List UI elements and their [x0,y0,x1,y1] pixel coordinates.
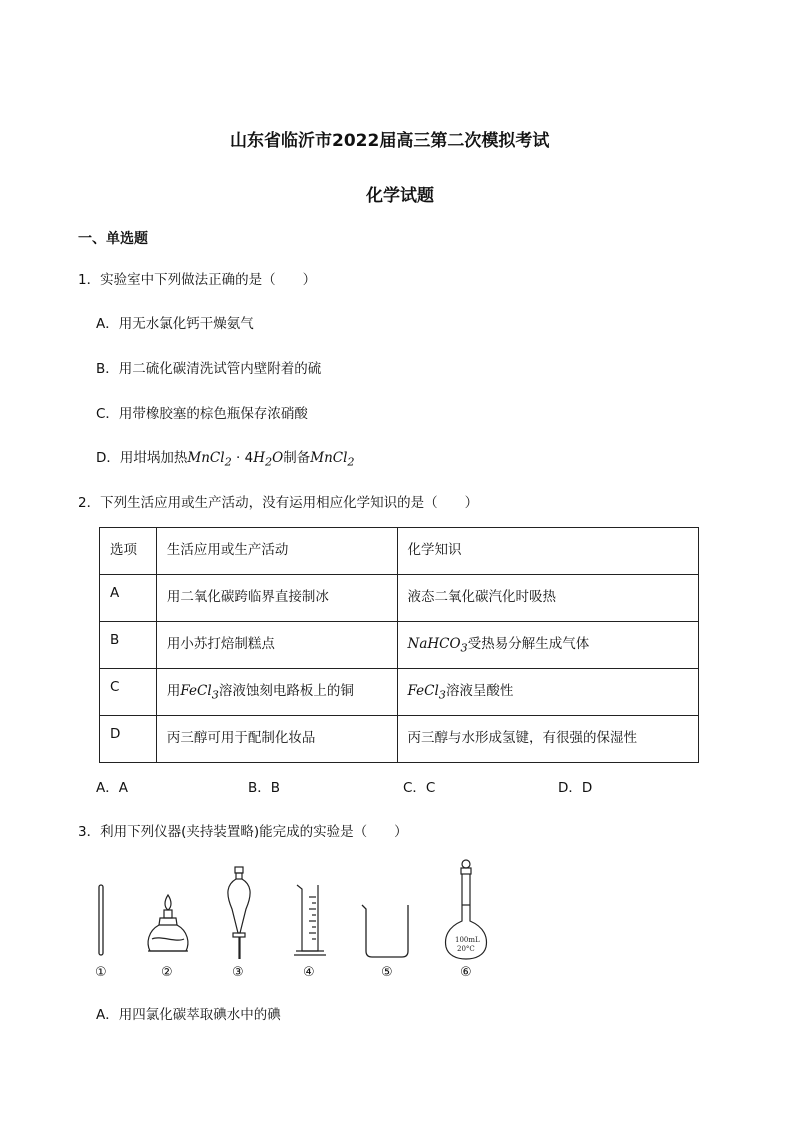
q1-option-c: C．用带橡胶塞的棕色瓶保存浓硝酸 [96,406,308,422]
table-cell: A [100,575,157,622]
formula-nahco3: NaHCO [407,636,461,652]
table-cell: B [100,622,157,669]
sub: 3 [211,688,219,702]
graduated-cylinder-icon [294,885,326,955]
sub: 2 [347,455,355,469]
header-cell: 选项 [100,528,157,575]
dot: · 4 [231,450,254,466]
flask-temp-label: 20°C [457,945,475,953]
q2-choice-d: D．D [558,780,593,796]
glass-rod-icon [99,885,103,955]
q1-option-a: A．用无水氯化钙干燥氨气 [96,316,254,332]
table-cell: D [100,716,157,763]
header-cell: 化学知识 [397,528,699,575]
question-3-stem: 3．利用下列仪器(夹持装置略)能完成的实验是（ ） [78,824,408,840]
exam-title: 山东省临沂市2022届高三第二次模拟考试 [230,131,550,151]
table-row [100,575,699,622]
table-cell [397,622,699,669]
question-2-table [99,527,699,763]
sub: 2 [224,455,232,469]
apparatus-label-3: ③ [232,965,244,980]
formula-mncl2-a: MnCl [187,450,225,466]
apparatus-label-6: ⑥ [460,965,472,980]
cell-text: 受热易分解生成气体 [467,636,590,652]
table-cell: 液态二氧化碳汽化时吸热 [397,575,699,622]
formula-fecl3: FeCl [180,683,212,699]
q2-choice-a: A．A [96,780,128,796]
table-row [100,622,699,669]
formula-fecl3: FeCl [407,683,439,699]
cell-text: 溶液呈酸性 [445,683,514,699]
q2-choice-c: C．C [403,780,436,796]
table-cell [156,669,397,716]
q2-choice-b: B．B [248,780,281,796]
table-cell [397,669,699,716]
question-2-stem: 2．下列生活应用或生产活动，没有运用相应化学知识的是（ ） [78,495,479,511]
flask-volume-label: 100mL [455,936,480,944]
cell-text: 用 [166,683,181,699]
formula-o: O [272,450,284,466]
table-row [100,716,699,763]
separatory-funnel-icon [228,867,250,959]
q3-option-a: A．用四氯化碳萃取碘水中的碘 [96,1007,281,1023]
lab-apparatus-figure [80,855,520,985]
table-cell: 丙三醇与水形成氢键，有很强的保湿性 [397,716,699,763]
section-heading: 一、单选题 [78,231,148,247]
alcohol-lamp-icon [148,895,188,951]
apparatus-label-4: ④ [303,965,315,980]
exam-subtitle: 化学试题 [366,186,434,206]
table-header-row [100,528,699,575]
cell-text: 溶液蚀刻电路板上的铜 [218,683,354,699]
header-cell: 生活应用或生产活动 [156,528,397,575]
q1-option-d [96,446,355,469]
question-1-stem: 1．实验室中下列做法正确的是（ ） [78,272,317,288]
beaker-icon [362,905,408,957]
table-cell: 用小苏打焙制糕点 [156,622,397,669]
sub: 2 [265,455,273,469]
sub: 3 [460,641,468,655]
volumetric-flask-icon [446,860,487,959]
formula-h: H [253,450,265,466]
table-cell: 丙三醇可用于配制化妆品 [156,716,397,763]
table-cell: C [100,669,157,716]
q1-option-b: B．用二硫化碳清洗试管内壁附着的硫 [96,361,322,377]
q1-d-prefix: D．用坩埚加热 [96,450,188,466]
apparatus-label-2: ② [161,965,173,980]
table-cell: 用二氧化碳跨临界直接制冰 [156,575,397,622]
apparatus-label-5: ⑤ [381,965,393,980]
table-row [100,669,699,716]
apparatus-label-1: ① [95,965,107,980]
q1-d-mid: 制备 [283,450,311,466]
formula-mncl2-b: MnCl [310,450,348,466]
sub: 3 [438,688,446,702]
